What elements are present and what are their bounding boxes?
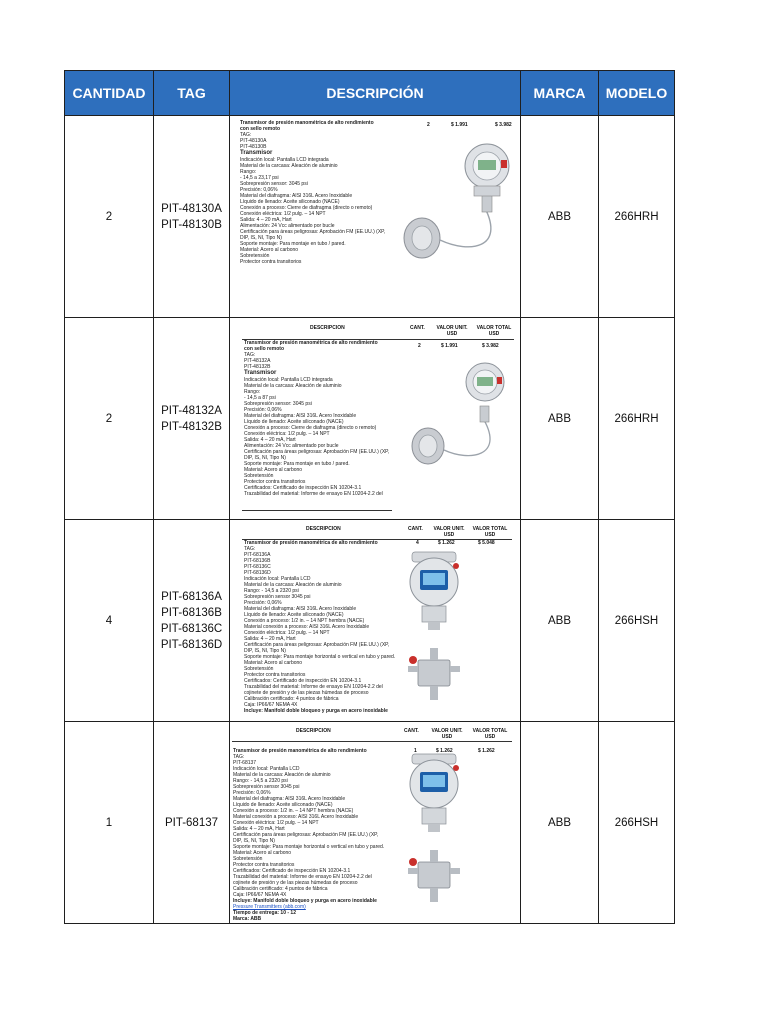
tag-cell (154, 722, 230, 924)
total-header-label: VALOR TOTAL USD (472, 728, 508, 740)
tag-value: PIT-68136D (160, 638, 223, 651)
tag-cell (154, 318, 230, 520)
unit-price: $ 1.991 (441, 343, 458, 349)
tag-value: PIT-68136C (160, 622, 223, 635)
total-price: $ 3.982 (495, 122, 512, 128)
tag-value: PIT-48132A (161, 404, 222, 417)
cantidad-cell: 4 (65, 520, 154, 722)
tag-value: PIT-48132B (161, 420, 222, 433)
description-cell (230, 318, 521, 520)
header-tag: TAG (154, 71, 230, 116)
tag-cell (154, 520, 230, 722)
transmitter-manifold-image (406, 548, 466, 708)
table-row (65, 318, 675, 520)
tag-cell (154, 116, 230, 318)
marca-cell: ABB (521, 722, 599, 924)
desc-header-label: DESCRIPCION (296, 728, 331, 734)
modelo-cell: 266HSH (599, 722, 675, 924)
header-modelo: MODELO (599, 71, 675, 116)
table-row (65, 520, 675, 722)
cantidad-cell: 2 (65, 318, 154, 520)
tag-value: PIT-68136B (161, 606, 222, 619)
marca-cell: ABB (521, 318, 599, 520)
abb-link[interactable]: Pressure Transmitters (abb.com) (233, 904, 306, 910)
desc-header-label: DESCRIPCION (306, 526, 341, 532)
description-cell (230, 722, 521, 924)
desc-header-label: DESCRIPCION (310, 325, 345, 331)
description-cell (230, 520, 521, 722)
tag-value: PIT-48130A (161, 202, 222, 215)
description-cell (230, 116, 521, 318)
transmitter-remote-seal-image (408, 358, 518, 478)
unit-price: $ 1.262 (436, 748, 453, 754)
description-text: Transmisor de presión manométrica de alto rendimiento TAG: PIT-68136A PIT-68136B PIT-68136C PIT-68136D Indicación local: Pantalla LCD Material de la carcasa: Aleación de aluminio Rango: - 14,5 a 2320 psi Sobrepresión sensor 3045 psi Precisión: 0,06% Material del diafragma: AISI 316L Acero Inoxidable Líquido de llenado: Aceite siliconado (NACE) Conexión a proceso: 1/2 in. – 14 NPT hembra (NACE) Material conexión a proceso: AISI 316L Acero Inoxidable Conexión eléctrica: 1/2 pulg. – 14 NPT Salida: 4 – 20 mA, Hart Certificación para áreas peligrosas: Aprobación FM (EE.UU.) (XP, DIP, IS, NI, Tipo N) Soporte montaje: Para montaje horizontal o vertical en tubo y pared. Material: Acero al carbono Sobretensión Protector contra transitorios Certificados: Certificado de inspección EN 10204-3.1 Trazabilidad del material: Informe de ensayo EN 10204-2.2 del cojinete de presión y de las piezas húmedas de proceso Calibración certificado: 4 puntos de fábrica Caja: IP66/67 NEMA 4X Incluye: Manifold doble bloqueo y purga en acero inoxidable (244, 540, 396, 714)
quantity-value: 2 (427, 122, 430, 128)
unit-header-label: VALOR UNIT. USD (436, 325, 468, 337)
description-text: Transmisor de presión manométrica de alto rendimiento con sello remoto TAG: PIT-48132A PIT-48132B Transmisor Indicación local: Pantalla LCD integrada Material de la carcasa: Aleación de aluminio Rango: - 14,5 a 87 psi Sobrepresión sensor: 3045 psi Precisión: 0,06% Material del diafragma: AISI 316L Acero Inoxidable Líquido de llenado: Aceite siliconado (NACE) Conexión a proceso: Cierre de diafragma (directo o remoto) Conexión eléctrica: 1/2 pulg. – 14 NPT Salida: 4 – 20 mA, Hart Alimentación: 24 Vcc alimentado por bucle Certificación para áreas peligrosas: Aprobación FM (EE.UU.) (XP, DIP, IS, NI, Tipo N) Soporte montaje: Para montaje en tubo / pared. Material: Acero al carbono Sobretensión Protector contra transitorios Certificados: Certificado de inspección EN 10204-3.1 Trazabilidad del material: Informe de ensayo EN 10204-2.2 del (244, 340, 390, 497)
unit-header-label: VALOR UNIT. USD (431, 728, 463, 740)
total-header-label: VALOR TOTAL USD (476, 325, 512, 337)
tag-value: PIT-48130B (161, 218, 222, 231)
modelo-cell: 266HRH (599, 116, 675, 318)
cantidad-cell: 2 (65, 116, 154, 318)
tag-value: PIT-68137 (164, 816, 219, 829)
total-price: $ 1.262 (478, 748, 495, 754)
marca-cell: ABB (521, 116, 599, 318)
modelo-cell: 266HRH (599, 318, 675, 520)
description-text: Transmisor de presión manométrica de alto rendimiento TAG: PIT-68137 Indicación local: Pantalla LCD Material de la carcasa: Aleación de aluminio Rango: - 14,5 a 2320 psi Sobrepresión sensor 3045 psi Precisión: 0,06% Material del diafragma: AISI 316L Acero Inoxidable Líquido de llenado: Aceite siliconado (NACE) Conexión a proceso: 1/2 in. – 14 NPT hembra (NACE) Material conexión a proceso: AISI 316L Acero Inoxidable Conexión eléctrica: 1/2 pulg. – 14 NPT Salida: 4 – 20 mA, Hart Certificación para áreas peligrosas: Aprobación FM (EE.UU.) (XP, DIP, IS, NI, Tipo N) Soporte montaje: Para montaje horizontal o vertical en tubo y pared. Material: Acero al carbono Sobretensión Protector contra transitorios Certificados: Certificado de inspección EN 10204-3.1 Trazabilidad del material: Informe de ensayo EN 10204-2.2 del cojinete de presión y de las piezas húmedas de proceso Calibración certificado: 4 puntos de fábrica Caja: IP66/67 NEMA 4X Incluye: Manifold doble bloqueo y purga en acero inoxidable Pressure Transmitters (abb.com) Tiempo de entrega: 10 - 12 Marca: ABB (233, 748, 385, 922)
header-marca: MARCA (521, 71, 599, 116)
transmitter-manifold-image (406, 750, 466, 910)
unit-header-label: VALOR UNIT. USD (433, 526, 465, 538)
total-header-label: VALOR TOTAL USD (472, 526, 508, 538)
cant-header-label: CANT. (408, 526, 423, 532)
cant-header-label: CANT. (404, 728, 419, 734)
quantity-value: 2 (418, 343, 421, 349)
unit-price: $ 1.262 (438, 540, 455, 546)
header-row (65, 71, 675, 116)
header-cantidad: CANTIDAD (65, 71, 154, 116)
table-row (65, 116, 675, 318)
description-text: Transmisor de presión manométrica de alto rendimiento con sello remoto TAG: PIT-48130A PIT-48130B Transmisor Indicación local: Pantalla LCD integrada Material de la carcasa: Aleación de aluminio Rango: - 14,5 a 23,17 psi Sobrepresión sensor: 3045 psi Precisión: 0,06% Material del diafragma: AISI 316L Acero Inoxidable Líquido de llenado: Aceite siliconado (NACE) Conexión a proceso: Cierre de diafragma (directo o remoto) Conexión eléctrica: 1/2 pulg. – 14 NPT Salida: 4 – 20 mA, Hart Alimentación: 24 Vcc alimentado por bucle Certificación para áreas peligrosas: Aprobación FM (EE.UU.) (XP, DIP, IS, NI, Tipo N) Soporte montaje: Para montaje en tubo / pared. Material: Acero al carbono Sobretensión Protector contra transitorios (240, 120, 386, 265)
total-price: $ 3.982 (482, 343, 499, 349)
tag-value: PIT-68136A (161, 590, 222, 603)
cant-header-label: CANT. (410, 325, 425, 331)
quantity-value: 4 (416, 540, 419, 546)
cantidad-cell: 1 (65, 722, 154, 924)
header-descripcion: DESCRIPCIÓN (230, 71, 521, 116)
equipment-table (64, 70, 675, 924)
transmitter-remote-seal-image (400, 136, 520, 266)
table-row (65, 722, 675, 924)
modelo-cell: 266HSH (599, 520, 675, 722)
quantity-value: 1 (414, 748, 417, 754)
total-price: $ 5.048 (478, 540, 495, 546)
marca-cell: ABB (521, 520, 599, 722)
unit-price: $ 1.991 (451, 122, 468, 128)
